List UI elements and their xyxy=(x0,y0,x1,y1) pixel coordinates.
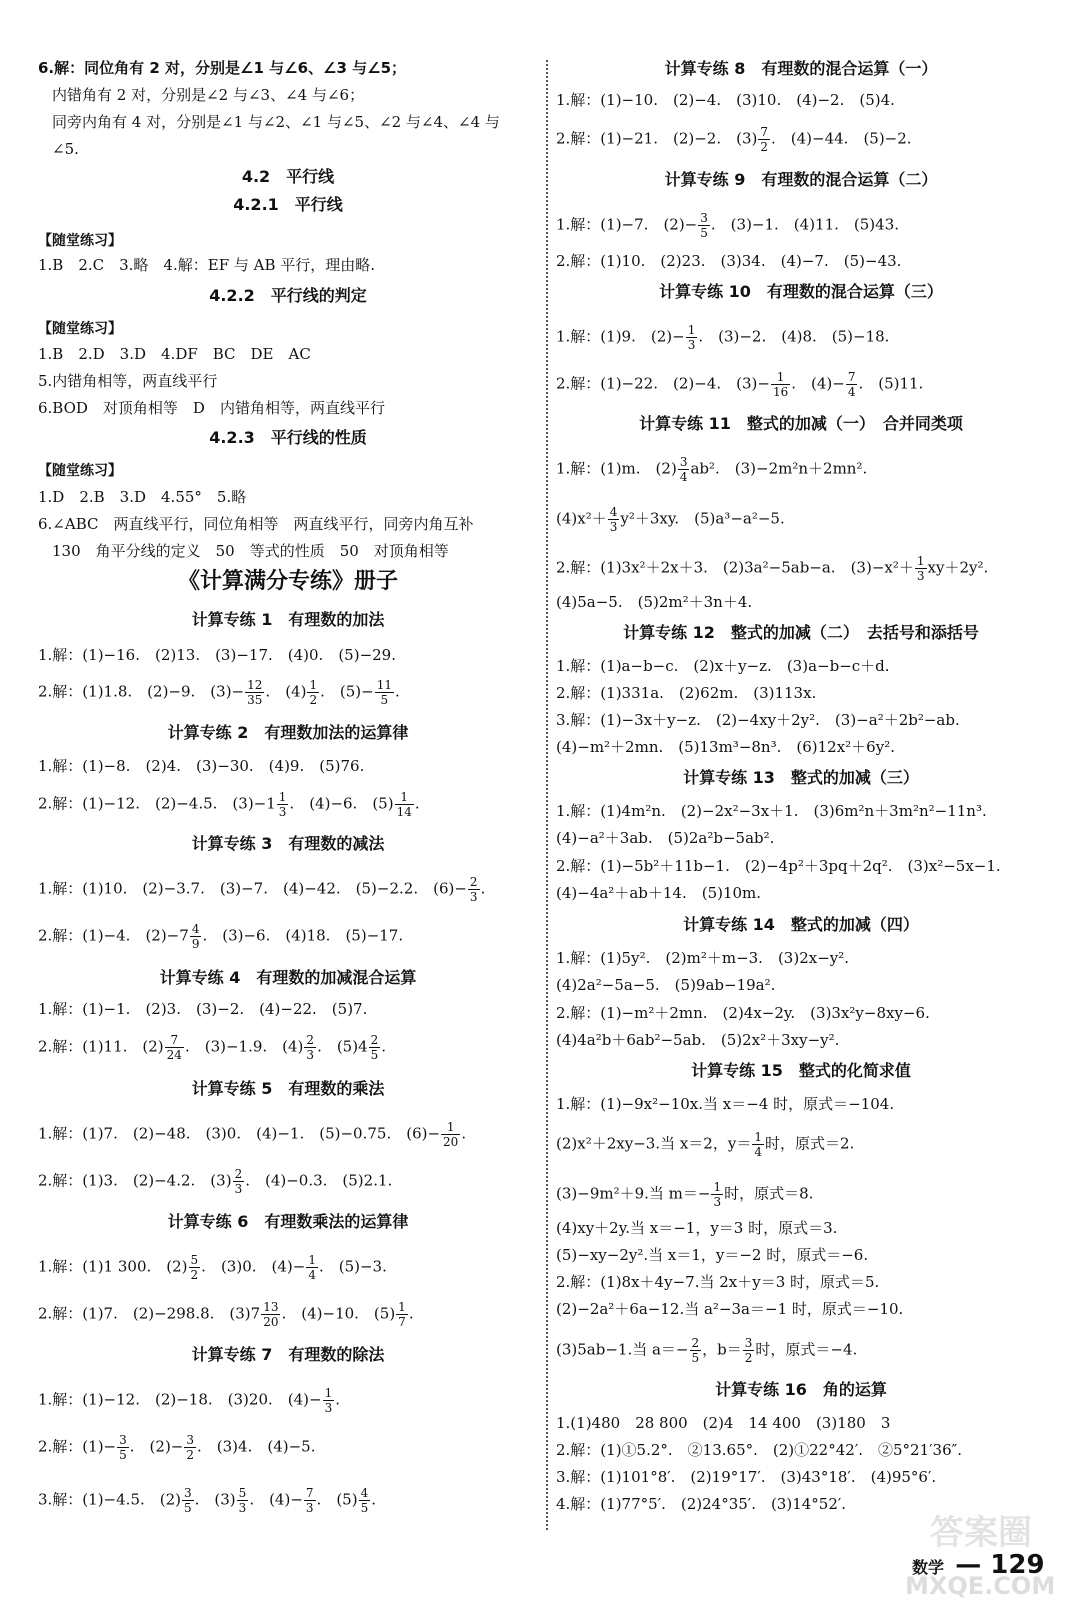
drill-6-heading: 计算专练 6 有理数乘法的运算律 xyxy=(167,1212,409,1231)
drill-15-answer-1-5: (5)−xy−2y².当 x＝1，y＝−2 时，原式＝−6. xyxy=(556,1246,869,1264)
drill-15-heading: 计算专练 15 整式的化简求值 xyxy=(691,1061,911,1080)
drill-3-answer-2: 2.解：(1)−4. (2)−7 $\frac{4}{9}$ . (3)−6. (4)18. (5)−17. xyxy=(38,922,404,951)
q6-line2: 内错角有 2 对，分别是∠2 与∠3、∠4 与∠6； xyxy=(52,86,365,104)
fraction: $\frac{2}{3}$ xyxy=(234,1167,243,1196)
watermark-logo: 答案圈 xyxy=(930,1513,1032,1553)
fraction: $\frac{3}{4}$ xyxy=(679,455,688,484)
drill-16-answer-4: 4.解：(1)77°5′. (2)24°35′. (3)14°52′. xyxy=(556,1495,847,1513)
drill-3-answer-1: 1.解：(1)10. (2)−3.7. (3)−7. (4)−42. (5)−2.2. (6)− $\frac{2}{3}$ . xyxy=(38,875,486,904)
drill-4-answer-1: 1.解：(1)−1. (2)3. (3)−2. (4)−22. (5)7. xyxy=(38,1000,368,1018)
drill-6-answer-2: 2.解：(1)7. (2)−298.8. (3)7 $\frac{13}{20}$ . (4)−10. (5) $\frac{1}{7}$ . xyxy=(38,1300,414,1329)
drill-14-heading: 计算专练 14 整式的加减（四） xyxy=(683,915,919,934)
q6-line3: 同旁内角有 4 对，分别是∠1 与∠2、∠1 与∠5、∠2 与∠4、∠4 与 xyxy=(52,113,500,131)
fraction: $\frac{1}{3}$ xyxy=(278,790,287,819)
drill-3-heading: 计算专练 3 有理数的减法 xyxy=(191,834,385,853)
section-heading-4-2-1: 4.2.1 平行线 xyxy=(233,195,343,214)
fraction: $\frac{7}{3}$ xyxy=(305,1486,314,1515)
drill-1-answer-1: 1.解：(1)−16. (2)13. (3)−17. (4)0. (5)−29. xyxy=(38,646,396,664)
fraction: $\frac{1}{3}$ xyxy=(687,323,696,352)
drill-15-answer-2-2: (2)−2a²＋6a−12.当 a²−3a＝−1 时，原式＝−10. xyxy=(556,1300,904,1318)
fraction: $\frac{2}{3}$ xyxy=(306,1033,315,1062)
drill-7-answer-2: 2.解：(1)− $\frac{3}{5}$ . (2)− $\frac{3}{2}$ . (3)4. (4)−5. xyxy=(38,1433,316,1462)
drill-15-answer-2-3: (3)5ab−1.当 a＝− $\frac{2}{5}$ ，b＝ $\frac{3}{2}$ 时，原式＝−4. xyxy=(556,1336,858,1365)
fraction: $\frac{3}{2}$ xyxy=(744,1336,753,1365)
page-number: — 129 xyxy=(955,1550,1045,1580)
fraction: $\frac{1}{3}$ xyxy=(916,554,925,583)
drill-11-answer-2-cont: (4)5a−5. (5)2m²＋3n＋4. xyxy=(556,593,753,611)
practice-tag: 【随堂练习】 xyxy=(38,463,122,479)
q6-line1: 6.解：同位角有 2 对，分别是∠1 与∠6、∠3 与∠5； xyxy=(38,59,406,77)
fraction: $\frac{1}{3}$ xyxy=(713,1180,722,1209)
fraction: $\frac{12}{35}$ xyxy=(247,678,263,707)
fraction: $\frac{1}{14}$ xyxy=(396,790,412,819)
fraction: $\frac{13}{20}$ xyxy=(263,1300,279,1329)
drill-5-answer-1: 1.解：(1)7. (2)−48. (3)0. (4)−1. (5)−0.75. (6)− $\frac{1}{20}$ . xyxy=(38,1120,467,1149)
fraction: $\frac{3}{5}$ xyxy=(700,211,708,240)
drill-14-answer-1-cont: (4)2a²−5a−5. (5)9ab−19a². xyxy=(556,976,776,994)
fraction: $\frac{7}{24}$ xyxy=(166,1033,182,1062)
drill-15-answer-1-4: (4)xy＋2y.当 x＝−1，y＝3 时，原式＝3. xyxy=(556,1219,838,1237)
drill-5-heading: 计算专练 5 有理数的乘法 xyxy=(191,1079,385,1098)
fraction: $\frac{3}{2}$ xyxy=(186,1433,195,1462)
fraction: $\frac{1}{2}$ xyxy=(309,678,318,707)
drill-14-answer-2-cont: (4)4a²b＋6ab²−5ab. (5)2x²＋3xy−y². xyxy=(556,1031,840,1049)
fraction: $\frac{1}{16}$ xyxy=(772,370,789,399)
answers-4-2-3-line2: 6.∠ABC 两直线平行，同位角相等 两直线平行，同旁内角互补 xyxy=(38,515,474,533)
drill-16-heading: 计算专练 16 角的运算 xyxy=(715,1380,887,1399)
drill-11-answer-1: 1.解：(1)m. (2) $\frac{3}{4}$ ab². (3)−2m²n＋2mn². xyxy=(556,455,868,484)
q6-line4: ∠5. xyxy=(52,140,79,158)
drill-1-heading: 计算专练 1 有理数的加法 xyxy=(191,610,385,629)
drill-10-answer-2: 2.解：(1)−22. (2)−4. (3)− $\frac{1}{16}$ . (4)− $\frac{7}{4}$ . (5)11. xyxy=(556,370,924,399)
drill-13-answer-1: 1.解：(1)4m²n. (2)−2x²−3x＋1. (3)6m²n＋3m²n²−11n³. xyxy=(556,802,987,820)
drill-8-answer-1: 1.解：(1)−10. (2)−4. (3)10. (4)−2. (5)4. xyxy=(556,91,895,109)
drill-13-heading: 计算专练 13 整式的加减（三） xyxy=(683,768,919,787)
section-heading-4-2: 4.2 平行线 xyxy=(241,167,335,186)
fraction: $\frac{1}{7}$ xyxy=(398,1300,406,1329)
drill-11-answer-1-cont: (4)x²＋ $\frac{4}{3}$ y²＋3xy. (5)a³−a²−5. xyxy=(556,505,785,534)
drill-10-heading: 计算专练 10 有理数的混合运算（三） xyxy=(659,282,943,301)
drill-4-heading: 计算专练 4 有理数的加减混合运算 xyxy=(159,968,417,987)
fraction: $\frac{11}{5}$ xyxy=(376,678,392,707)
fraction: $\frac{3}{5}$ xyxy=(184,1486,192,1515)
drill-13-answer-2: 2.解：(1)−5b²＋11b−1. (2)−4p²＋3pq＋2q². (3)x²−5x−1. xyxy=(556,857,1001,875)
drill-8-answer-2: 2.解：(1)−21. (2)−2. (3) $\frac{7}{2}$ . (4)−44. (5)−2. xyxy=(556,125,912,154)
drill-5-answer-2: 2.解：(1)3. (2)−4.2. (3) $\frac{2}{3}$ . (4)−0.3. (5)2.1. xyxy=(38,1167,393,1196)
answers-4-2-1: 1.B 2.C 3.略 4.解：EF 与 AB 平行，理由略. xyxy=(38,256,376,274)
booklet-title: 《计算满分专练》册子 xyxy=(177,569,398,594)
drill-4-answer-2: 2.解：(1)11. (2) $\frac{7}{24}$ . (3)−1.9. (4) $\frac{2}{3}$ . (5)4 $\frac{2}{5}$ . xyxy=(38,1033,387,1062)
fraction: $\frac{4}{5}$ xyxy=(360,1486,369,1515)
drill-2-answer-2: 2.解：(1)−12. (2)−4.5. (3)−1 $\frac{1}{3}$ . (4)−6. (5) $\frac{1}{14}$ . xyxy=(38,790,420,819)
drill-14-answer-2: 2.解：(1)−m²＋2mn. (2)4x−2y. (3)3x²y−8xy−6. xyxy=(556,1004,930,1022)
drill-2-heading: 计算专练 2 有理数加法的运算律 xyxy=(167,723,409,742)
fraction: $\frac{2}{5}$ xyxy=(691,1336,700,1365)
drill-15-answer-2-1: 2.解：(1)8x＋4y−7.当 2x＋y＝3 时，原式＝5. xyxy=(556,1273,880,1291)
fraction: $\frac{3}{5}$ xyxy=(119,1433,127,1462)
drill-13-answer-2-cont: (4)−4a²＋ab＋14. (5)10m. xyxy=(556,884,762,902)
drill-13-answer-1-cont: (4)−a²＋3ab. (5)2a²b−5ab². xyxy=(556,829,775,847)
fraction: $\frac{1}{3}$ xyxy=(324,1386,333,1415)
fraction: $\frac{4}{9}$ xyxy=(191,922,200,951)
drill-7-answer-1: 1.解：(1)−12. (2)−18. (3)20. (4)− $\frac{1}{3}$ . xyxy=(38,1386,340,1415)
page-footer xyxy=(912,1550,1045,1580)
drill-14-answer-1: 1.解：(1)5y². (2)m²＋m−3. (3)2x−y². xyxy=(556,949,850,967)
practice-tag: 【随堂练习】 xyxy=(38,321,122,337)
fraction: $\frac{2}{5}$ xyxy=(370,1033,379,1062)
answers-4-2-3-line3: 130 角平分线的定义 50 等式的性质 50 对顶角相等 xyxy=(52,542,449,560)
column-divider xyxy=(546,60,548,1530)
fraction: $\frac{7}{4}$ xyxy=(847,370,856,399)
fraction: $\frac{5}{3}$ xyxy=(238,1486,247,1515)
practice-tag: 【随堂练习】 xyxy=(38,233,122,249)
fraction: $\frac{2}{3}$ xyxy=(469,875,478,904)
watermark-url: MXQE.COM xyxy=(905,1572,1056,1600)
drill-10-answer-1: 1.解：(1)9. (2)− $\frac{1}{3}$ . (3)−2. (4)8. (5)−18. xyxy=(556,323,890,352)
fraction: $\frac{7}{2}$ xyxy=(760,125,768,154)
drill-9-heading: 计算专练 9 有理数的混合运算（二） xyxy=(664,170,938,189)
drill-9-answer-2: 2.解：(1)10. (2)23. (3)34. (4)−7. (5)−43. xyxy=(556,252,902,270)
drill-12-answer-1: 1.解：(1)a−b−c. (2)x＋y−z. (3)a−b−c＋d. xyxy=(556,657,890,675)
answers-4-2-2-line2: 5.内错角相等，两直线平行 xyxy=(38,372,218,390)
drill-16-answer-1: 1.(1)480 28 800 (2)4 14 400 (3)180 3 xyxy=(556,1414,891,1432)
fraction: $\frac{1}{4}$ xyxy=(308,1253,316,1282)
drill-8-heading: 计算专练 8 有理数的混合运算（一） xyxy=(664,59,938,78)
fraction: $\frac{5}{2}$ xyxy=(190,1253,199,1282)
drill-2-answer-1: 1.解：(1)−8. (2)4. (3)−30. (4)9. (5)76. xyxy=(38,757,365,775)
drill-15-answer-1-3: (3)−9m²＋9.当 m＝− $\frac{1}{3}$ 时，原式＝8. xyxy=(556,1180,814,1209)
drill-1-answer-2: 2.解：(1)1.8. (2)−9. (3)− $\frac{12}{35}$ . (4) $\frac{1}{2}$ . (5)− $\frac{11}{5}$ . xyxy=(38,678,400,707)
drill-15-answer-1-2: (2)x²＋2xy−3.当 x＝2，y＝ $\frac{1}{4}$ 时，原式＝2. xyxy=(556,1130,855,1159)
drill-12-answer-3: 3.解：(1)−3x＋y−z. (2)−4xy＋2y². (3)−a²＋2b²−ab. xyxy=(556,711,960,729)
drill-16-answer-3: 3.解：(1)101°8′. (2)19°17′. (3)43°18′. (4)95°6′. xyxy=(556,1468,937,1486)
answers-4-2-3-line1: 1.D 2.B 3.D 4.55° 5.略 xyxy=(38,488,247,506)
section-heading-4-2-3: 4.2.3 平行线的性质 xyxy=(209,428,367,447)
answers-4-2-2-line1: 1.B 2.D 3.D 4.DF BC DE AC xyxy=(38,345,311,363)
drill-7-answer-3: 3.解：(1)−4.5. (2) $\frac{3}{5}$ . (3) $\frac{5}{3}$ . (4)− $\frac{7}{3}$ . (5) $\frac{4}{5}$ . xyxy=(38,1486,376,1515)
fraction: $\frac{1}{20}$ xyxy=(443,1120,459,1149)
drill-11-answer-2: 2.解：(1)3x²＋2x＋3. (2)3a²−5ab−a. (3)−x²＋ $\frac{1}{3}$ xy＋2y². xyxy=(556,554,989,583)
section-heading-4-2-2: 4.2.2 平行线的判定 xyxy=(209,286,367,305)
answers-4-2-2-line3: 6.BOD 对顶角相等 D 内错角相等，两直线平行 xyxy=(38,399,385,417)
drill-15-answer-1-1: 1.解：(1)−9x²−10x.当 x＝−4 时，原式＝−104. xyxy=(556,1095,895,1113)
drill-7-heading: 计算专练 7 有理数的除法 xyxy=(191,1345,385,1364)
drill-6-answer-1: 1.解：(1)1 300. (2) $\frac{5}{2}$ . (3)0. (4)− $\frac{1}{4}$ . (5)−3. xyxy=(38,1253,387,1282)
drill-12-heading: 计算专练 12 整式的加减（二） 去括号和添括号 xyxy=(623,623,979,642)
drill-11-heading: 计算专练 11 整式的加减（一） 合并同类项 xyxy=(639,414,963,433)
fraction: $\frac{4}{3}$ xyxy=(609,505,618,534)
drill-12-answer-3-cont: (4)−m²＋2mn. (5)13m³−8n³. (6)12x²＋6y². xyxy=(556,738,895,756)
drill-9-answer-1: 1.解：(1)−7. (2)− $\frac{3}{5}$ . (3)−1. (4)11. (5)43. xyxy=(556,211,900,240)
subject-label: 数学 xyxy=(912,1558,945,1577)
drill-16-answer-2: 2.解：(1)①5.2°. ②13.65°. (2)①22°42′. ②5°21′36″. xyxy=(556,1441,962,1459)
fraction: $\frac{1}{4}$ xyxy=(754,1130,762,1159)
drill-12-answer-2: 2.解：(1)331a. (2)62m. (3)113x. xyxy=(556,684,817,702)
